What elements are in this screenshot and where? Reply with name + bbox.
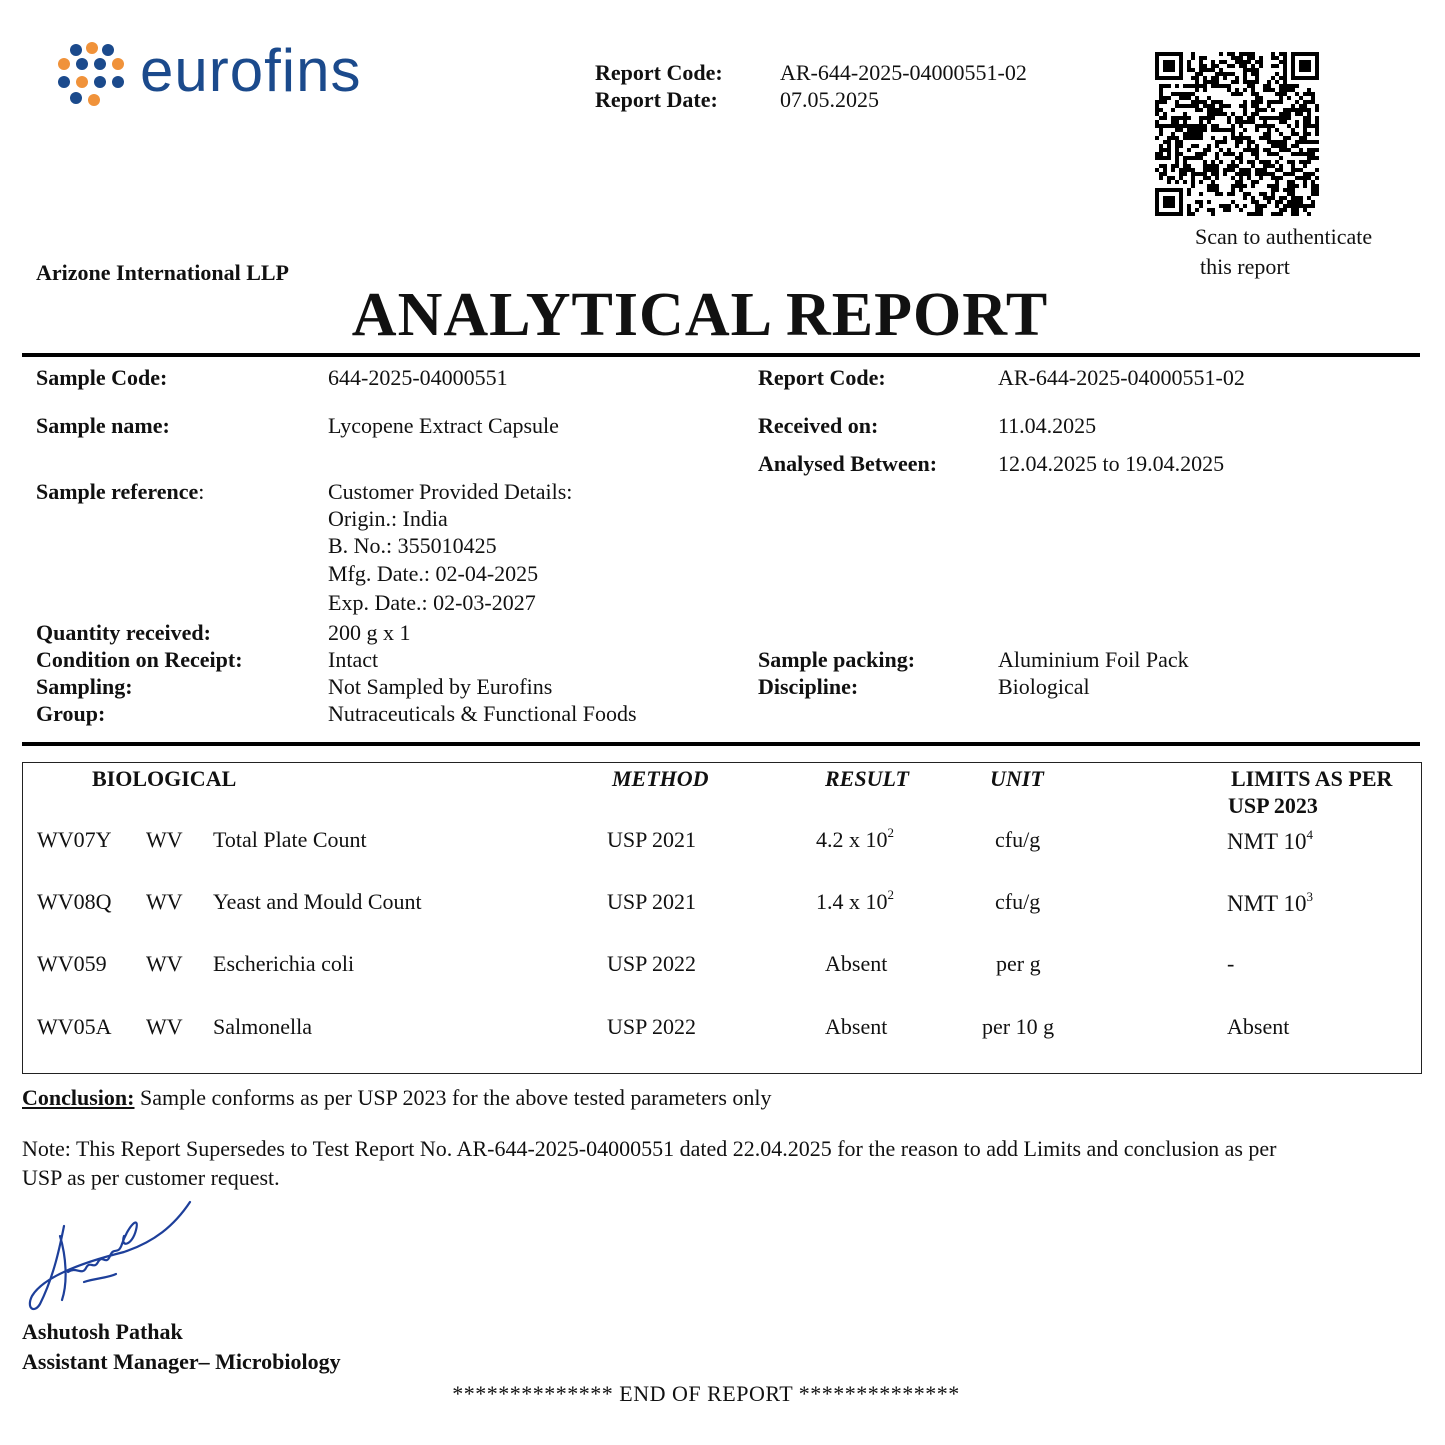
sampling-label: Sampling: [36, 674, 133, 699]
eurofins-logo [54, 37, 414, 112]
report-code-label: Report Code: [595, 60, 723, 85]
received-label: Received on: [758, 413, 879, 438]
signature-image [24, 1196, 196, 1314]
packing-value: Aluminium Foil Pack [998, 647, 1189, 672]
sample-reference-label: Sample reference: [36, 479, 205, 504]
sample-name-value: Lycopene Extract Capsule [328, 413, 559, 438]
row-limit: - [1227, 951, 1235, 976]
ref-line: Mfg. Date.: 02-04-2025 [328, 561, 539, 586]
row-lab: WV [146, 889, 183, 914]
sampling-value: Not Sampled by Eurofins [328, 674, 553, 699]
quantity-value: 200 g x 1 [328, 620, 411, 645]
condition-label: Condition on Receipt: [36, 647, 243, 672]
conclusion-text: Sample conforms as per USP 2023 for the above tested parameters only [139, 1085, 772, 1110]
header-method: METHOD [612, 766, 709, 791]
row-parameter: Salmonella [213, 1014, 312, 1039]
row-method: USP 2021 [607, 889, 697, 914]
conclusion [22, 1084, 772, 1111]
report-date-value: 07.05.2025 [780, 87, 879, 112]
header-unit: UNIT [990, 766, 1044, 791]
ref-line: Customer Provided Details: [328, 479, 573, 504]
sample-code-label: Sample Code: [36, 365, 168, 390]
header-limits-line2: USP 2023 [1228, 793, 1318, 818]
results-table [22, 762, 1422, 1074]
analysed-value: 12.04.2025 to 19.04.2025 [998, 451, 1225, 476]
note-line1: Note: This Report Supersedes to Test Report No. AR-644-2025-04000551 dated 22.04.2025 for the reason to add Limits and conclusion as per [22, 1136, 1277, 1161]
row-lab: WV [146, 951, 183, 976]
row-method: USP 2021 [607, 827, 697, 852]
row-unit: cfu/g [995, 827, 1041, 852]
rc-label: Report Code: [758, 365, 886, 390]
row-limit: Absent [1227, 1014, 1290, 1039]
row-limit: NMT $10^3$ [1227, 889, 1313, 916]
row-unit: per g [996, 951, 1041, 976]
report-code-value: AR-644-2025-04000551-02 [780, 60, 1027, 85]
row-lab: WV [146, 1014, 183, 1039]
client-name: Arizone International LLP [36, 260, 289, 285]
row-code: WV07Y [37, 827, 112, 852]
note-line2: USP as per customer request. [22, 1165, 280, 1190]
ref-line: Exp. Date.: 02-03-2027 [328, 590, 536, 615]
group-label: Group: [36, 701, 106, 726]
report-date-label: Report Date: [595, 87, 718, 112]
discipline-value: Biological [998, 674, 1090, 699]
row-method: USP 2022 [607, 951, 697, 976]
quantity-label: Quantity received: [36, 620, 211, 645]
condition-value: Intact [328, 647, 379, 672]
page-title: ANALYTICAL REPORT [351, 281, 1049, 349]
scan-text-line2: this report [1200, 254, 1290, 279]
scan-text-line1: Scan to authenticate [1195, 224, 1373, 249]
row-unit: per 10 g [982, 1014, 1055, 1039]
qr-code-icon [1155, 52, 1319, 216]
sample-code-value: 644-2025-04000551 [328, 365, 508, 390]
packing-label: Sample packing: [758, 647, 916, 672]
group-value: Nutraceuticals & Functional Foods [328, 701, 637, 726]
row-parameter: Total Plate Count [213, 827, 367, 852]
row-parameter: Yeast and Mould Count [213, 889, 422, 914]
row-result: 1.4 x $10^2$ [816, 887, 894, 914]
row-limit: NMT $10^4$ [1227, 827, 1313, 854]
table-row [23, 1014, 1419, 1046]
ref-line: Origin.: India [328, 506, 448, 531]
header-biological: BIOLOGICAL [92, 766, 237, 791]
brand-name: eurofins [140, 37, 362, 104]
row-result: 4.2 x $10^2$ [816, 825, 894, 852]
divider-middle [22, 742, 1420, 746]
discipline-label: Discipline: [758, 674, 859, 699]
eurofins-dots-icon [54, 40, 134, 112]
ref-line: B. No.: 355010425 [328, 533, 497, 558]
header-result: RESULT [825, 766, 909, 791]
table-row [23, 951, 1419, 983]
divider-top [22, 353, 1420, 357]
table-row [23, 889, 1419, 921]
analysed-label: Analysed Between: [758, 451, 938, 476]
row-unit: cfu/g [995, 889, 1041, 914]
row-code: WV05A [37, 1014, 112, 1039]
signer-title: Assistant Manager– Microbiology [22, 1349, 341, 1374]
signer-name: Ashutosh Pathak [22, 1319, 183, 1344]
row-method: USP 2022 [607, 1014, 697, 1039]
rc-value: AR-644-2025-04000551-02 [998, 365, 1245, 390]
row-code: WV059 [37, 951, 107, 976]
conclusion-label: Conclusion: [22, 1085, 135, 1110]
table-row [23, 827, 1419, 859]
row-lab: WV [146, 827, 183, 852]
received-value: 11.04.2025 [998, 413, 1097, 438]
row-parameter: Escherichia coli [213, 951, 355, 976]
end-of-report: ************** END OF REPORT ************** [452, 1381, 960, 1406]
row-result: Absent [825, 1014, 888, 1039]
sample-name-label: Sample name: [36, 413, 170, 438]
sample-reference-value [328, 478, 572, 617]
header-limits-line1: LIMITS AS PER [1231, 766, 1393, 791]
row-result: Absent [825, 951, 888, 976]
row-code: WV08Q [37, 889, 112, 914]
